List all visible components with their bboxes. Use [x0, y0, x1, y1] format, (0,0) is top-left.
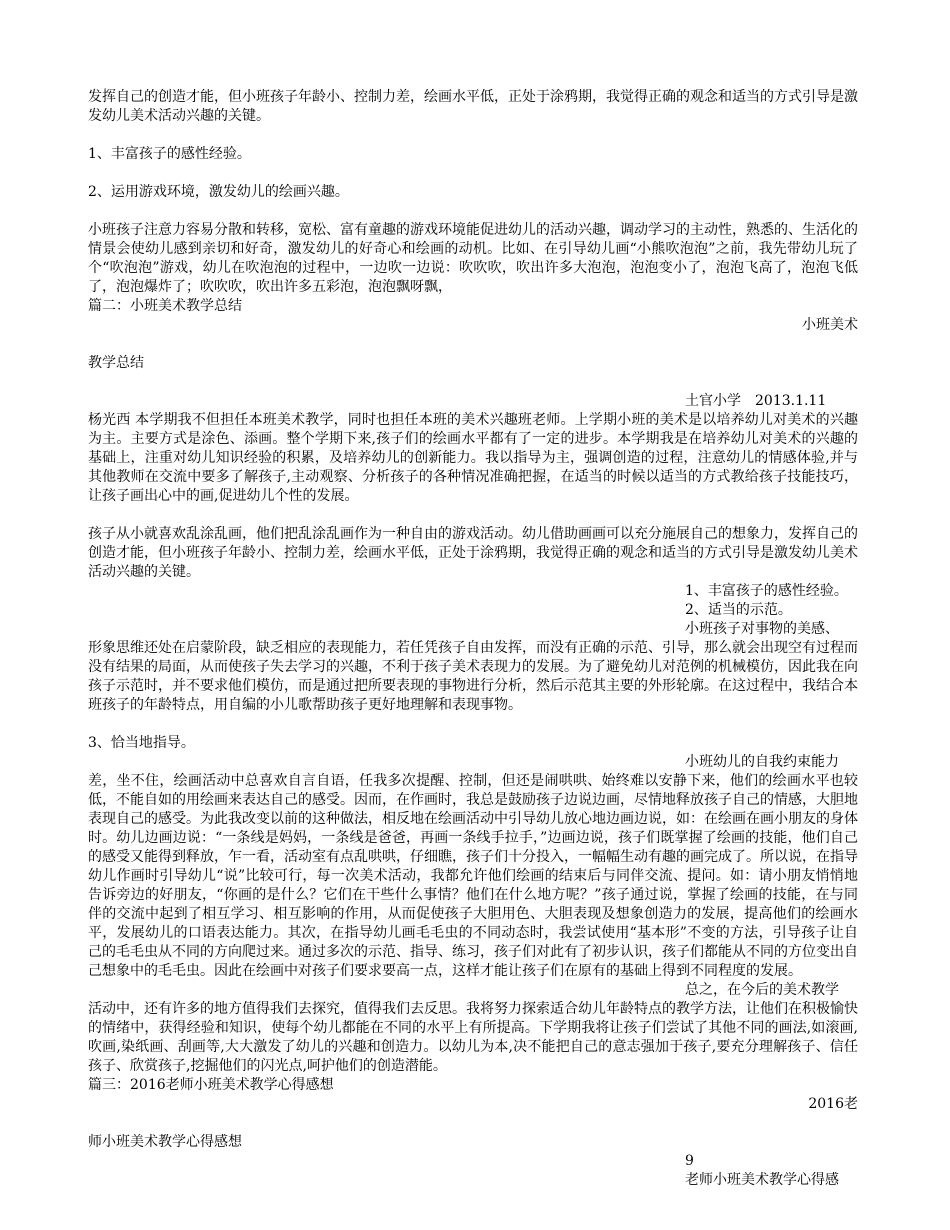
- author-date: 土官小学 2013.1.11: [685, 393, 827, 409]
- document-page: [88, 88, 858, 1190]
- title-fragment: 教学总结: [88, 355, 144, 371]
- title-fragment: 老师小班美术教学心得感: [685, 1172, 839, 1188]
- section-heading: 篇三：2016老师小班美术教学心得感想: [88, 1077, 334, 1093]
- paragraph: 活动中，还有许多的地方值得我们去探究，值得我们去反思。我将努力探索适合幼儿年龄特点的教学方法，让他们在积极愉快的情绪中，获得经验和知识，使每个幼儿都能在不同的水平上有所提高。下学期我将让孩子们尝试了其他不同的画法,如滚画,吹画,染纸画、刮画等,大大激发了幼儿的兴趣和创造力。以幼儿为本,决不能把自己的意志强加于孩子,要充分理解孩子、信任孩子、欣赏孩子,挖掘他们的闪光点,呵护他们的创造潜能。: [88, 1001, 858, 1074]
- list-item: 3、恰当地指导。: [88, 735, 195, 751]
- list-item: 1、丰富孩子的感性经验。: [88, 146, 251, 162]
- list-item: 1、丰富孩子的感性经验。: [685, 583, 848, 599]
- paragraph: 小班孩子注意力容易分散和转移，宽松、富有童趣的游戏环境能促进幼儿的活动兴趣，调动学习的主动性，熟悉的、生活化的情景会使幼儿感到亲切和好奇，激发幼儿的好奇心和绘画的动机。比如、在引导幼儿画“小熊吹泡泡”之前，我先带幼儿玩了个“吹泡泡”游戏，幼儿在吹泡泡的过程中，一边吹一边说：吹吹吹，吹出许多大泡泡，泡泡变小了，泡泡飞高了，泡泡飞低了，泡泡爆炸了；吹吹吹，吹出许多五彩泡，泡泡飘呀飘，: [88, 222, 858, 295]
- paragraph: 发挥自己的创造才能，但小班孩子年龄小、控制力差，绘画水平低，正处于涂鸦期，我觉得正确的观念和适当的方式引导是激发幼儿美术活动兴趣的关键。: [88, 89, 858, 124]
- paragraph: 形象思维还处在启蒙阶段，缺乏相应的表现能力，若任凭孩子自由发挥，而没有正确的示范、引导，那么就会出现空有过程而没有结果的局面，从而使孩子失去学习的兴趣，不利于孩子美术表现力的发展。为了避免幼儿对范例的机械模仿，因此我在向孩子示范时，并不要求他们模仿，而是通过把所要表现的事物进行分析，然后示范其主要的外形轮廓。在这过程中，我结合本班孩子的年龄特点，用自编的小儿歌帮助孩子更好地理解和表现事物。: [88, 640, 858, 713]
- paragraph-start: 小班幼儿的自我约束能力: [685, 754, 839, 770]
- title-fragment: 2016老: [808, 1096, 858, 1112]
- paragraph: 孩子从小就喜欢乱涂乱画，他们把乱涂乱画作为一种自由的游戏活动。幼儿借助画画可以充分施展自己的想象力，发挥自己的创造才能，但小班孩子年龄小、控制力差，绘画水平低，正处于涂鸦期，我觉得正确的观念和适当的方式引导是激发幼儿美术活动兴趣的关键。: [88, 526, 858, 580]
- paragraph: 差，坐不住，绘画活动中总喜欢自言自语，任我多次提醒、控制，但还是闹哄哄、始终难以安静下来，他们的绘画水平也较低，不能自如的用绘画来表达自己的感受。因而，在作画时，我总是鼓励孩子边说边画，尽情地释放孩子自己的情感，大胆地表现自己的感受。为此我改变以前的这种做法，相反地在绘画活动中引导幼儿放心地边画边说，如：在绘画在画小朋友的身体时。幼儿边画边说：“一条线是妈妈，一条线是爸爸，再画一条线手拉手，”边画边说，孩子们既掌握了绘画的技能，他们自己的感受又能得到释放，乍一看，活动室有点乱哄哄，仔细瞧，孩子们十分投入，一幅幅生动有趣的画完成了。所以说，在指导幼儿作画时引导幼儿“说”比较可行，每一次美术活动，我都允许他们绘画的结束后与同伴交流、提问。如：请小朋友悄悄地告诉旁边的好朋友，“你画的是什么？它们在干些什么事情？他们在什么地方呢？”孩子通过说，掌握了绘画的技能，在与同伴的交流中起到了相互学习、相互影响的作用，从而促使孩子大胆用色、大胆表现及想象创造力的发展，提高他们的绘画水平，发展幼儿的口语表达能力。其次，在指导幼儿画毛毛虫的不同动态时，我尝试使用“基本形”不变的方法，引导孩子让自己的毛毛虫从不同的方向爬过来。通过多次的示范、指导、练习，孩子们对此有了初步认识，孩子们都能从不同的方位变出自己想象中的毛毛虫。因此在绘画中对孩子们要求要高一点，这样才能让孩子们在原有的基础上得到不同程度的发展。: [88, 773, 858, 979]
- paragraph-start: 总之，在今后的美术教学: [685, 982, 839, 998]
- paragraph: 杨光西 本学期我不但担任本班美术教学，同时也担任本班的美术兴趣班老师。上学期小班的美术是以培养幼儿对美术的兴趣为主。主要方式是涂色、添画。整个学期下来,孩子们的绘画水平都有了一定的进步。本学期我是在培养幼儿对美术的兴趣的基础上，注重对幼儿知识经验的积累，及培养幼儿的创新能力。我以指导为主，强调创造的过程，注意幼儿的情感体验,并与其他教师在交流中要多了解孩子,主动观察、分析孩子的各种情况准确把握，在适当的时候以适当的方式教给孩子技能技巧，让孩子画出心中的画,促进幼儿个性的发展。: [88, 412, 858, 504]
- section-heading: 篇二：小班美术教学总结: [88, 298, 242, 314]
- list-item: 2、适当的示范。: [685, 602, 792, 618]
- title-fragment: 9: [685, 1153, 694, 1169]
- title-fragment: 小班美术: [802, 317, 858, 333]
- list-item: 2、运用游戏环境，激发幼儿的绘画兴趣。: [88, 184, 349, 200]
- paragraph-start: 小班孩子对事物的美感、: [685, 621, 839, 637]
- title-fragment: 师小班美术教学心得感想: [88, 1134, 242, 1150]
